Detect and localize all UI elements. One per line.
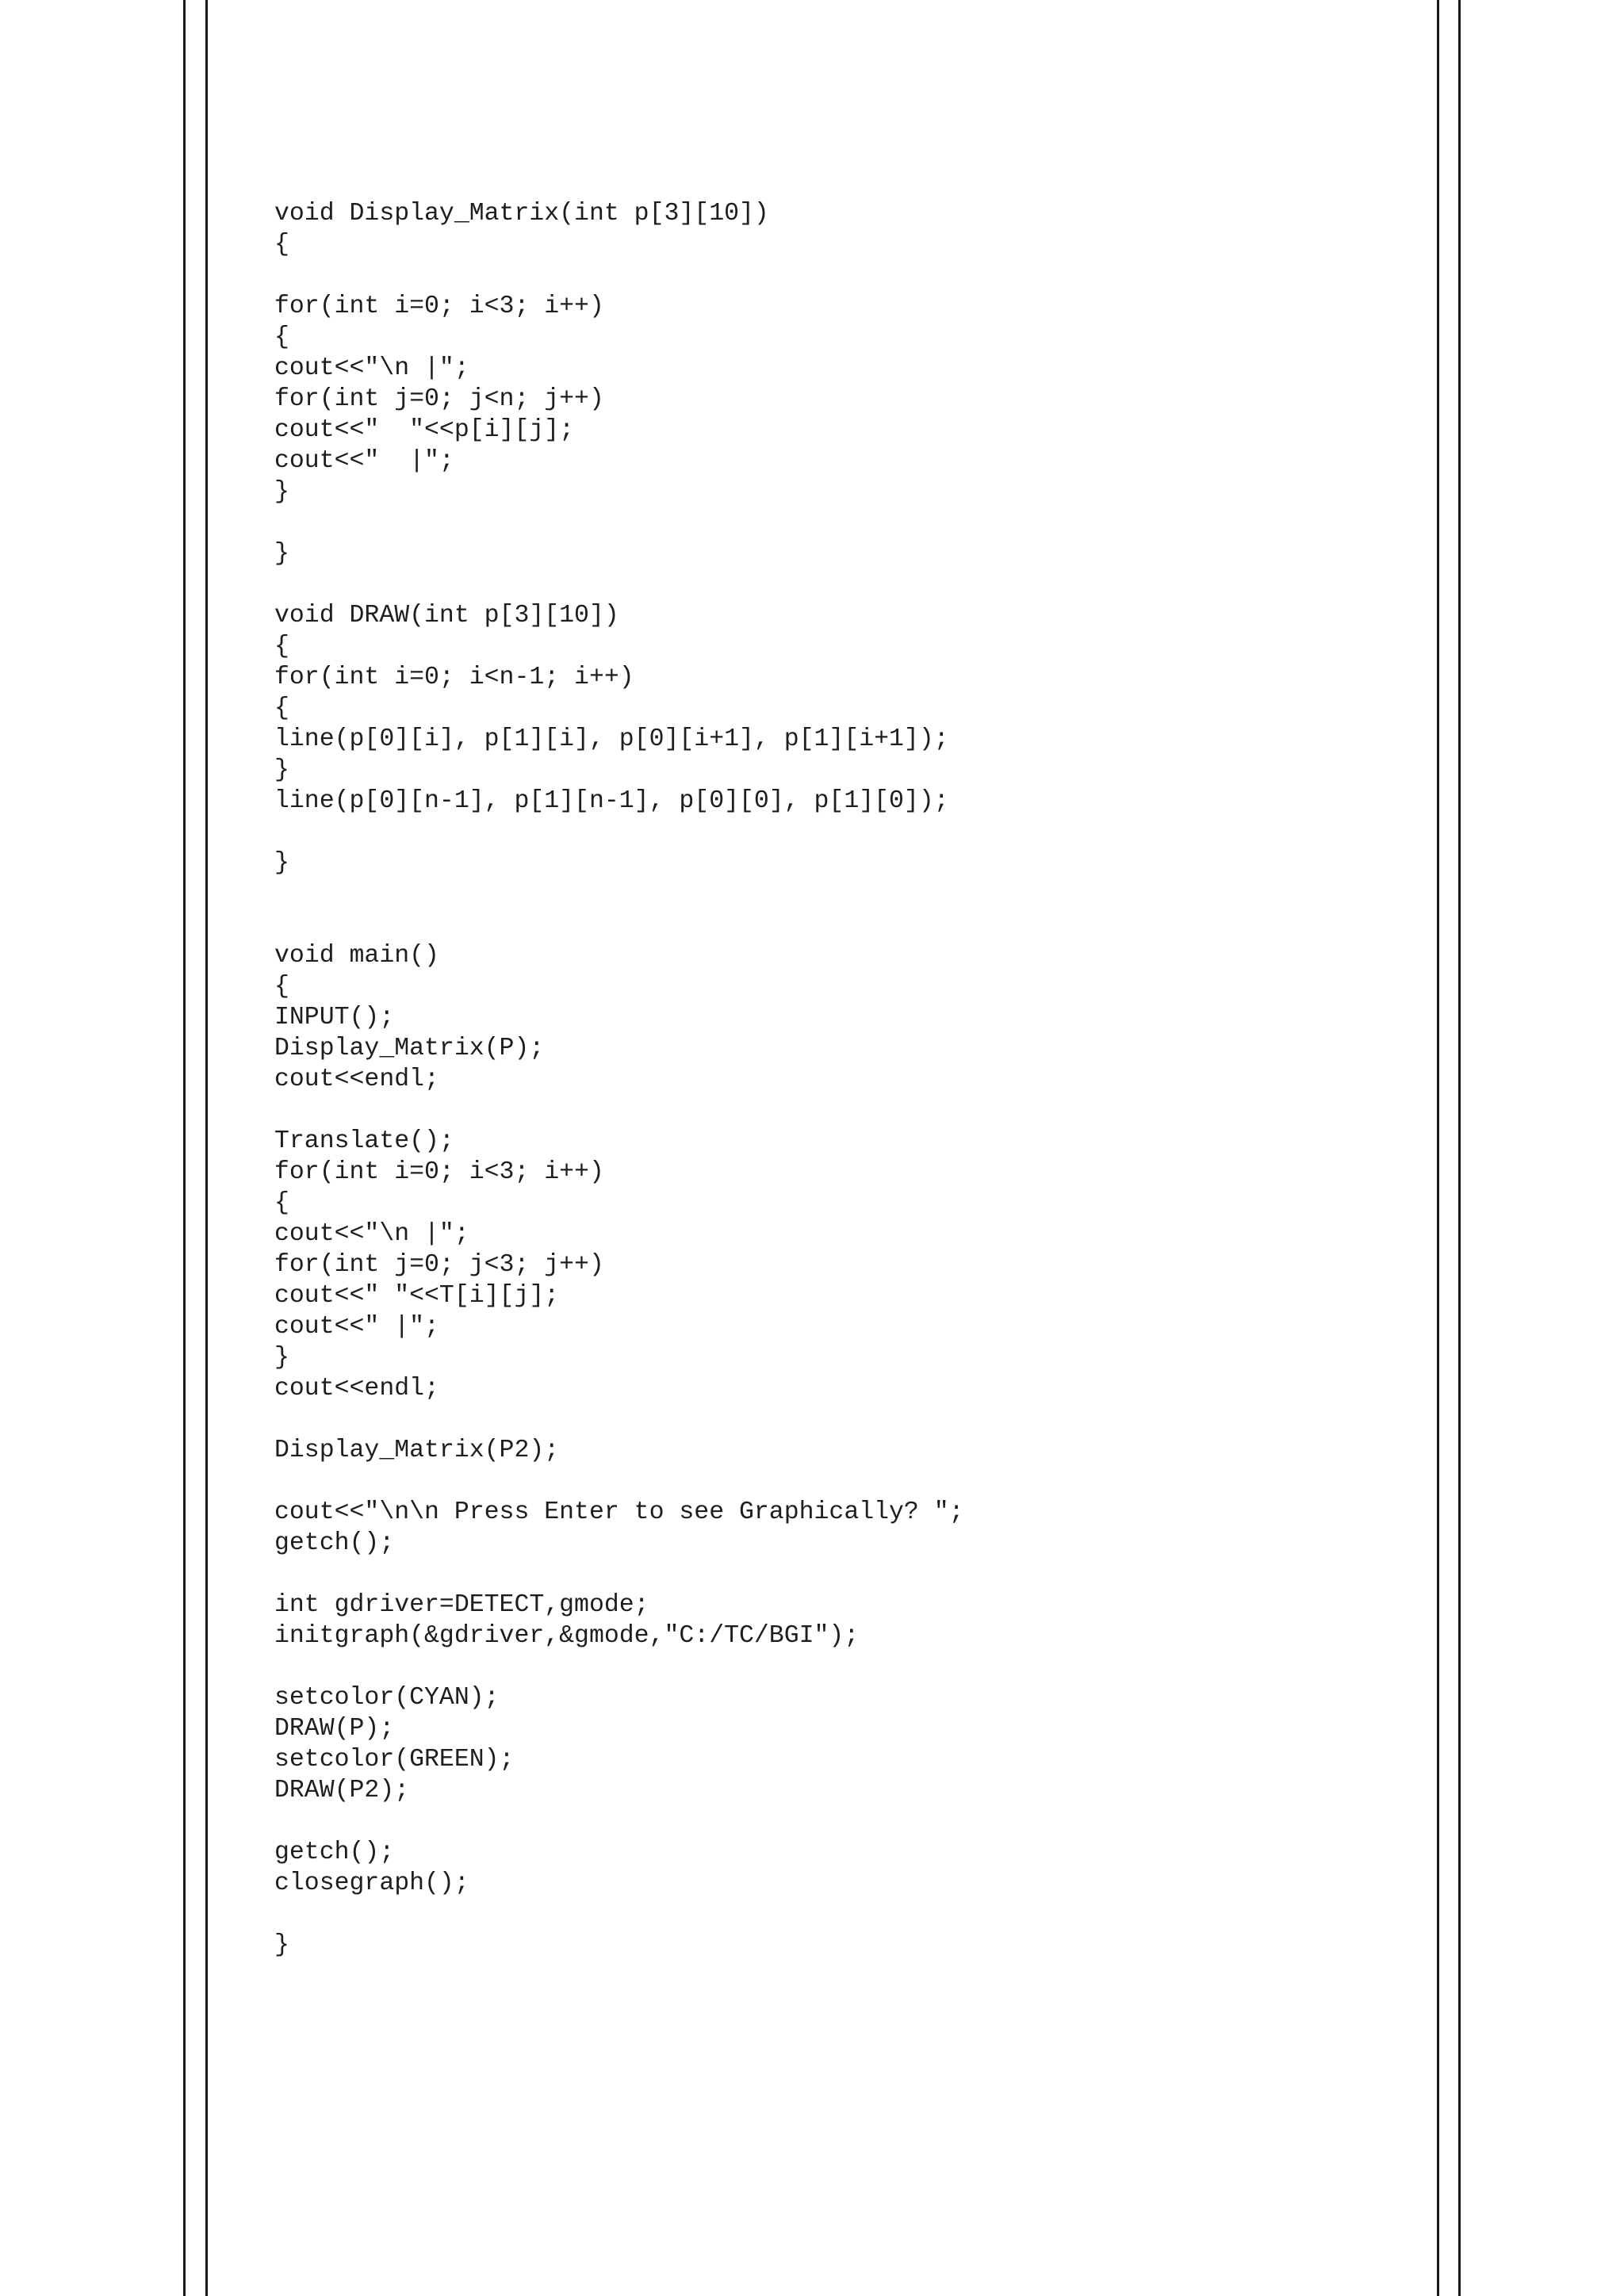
code-line: for(int j=0; j<n; j++) [274,385,604,413]
code-line: { [274,695,289,722]
code-line: { [274,1189,289,1217]
code-line: cout<<endl; [274,1066,439,1093]
code-line: } [274,540,289,568]
code-line: closegraph(); [274,1869,469,1897]
code-line: cout<<" |"; [274,447,454,475]
code-line: Display_Matrix(P2); [274,1437,560,1464]
code-line: Display_Matrix(P); [274,1035,545,1062]
code-line: } [274,756,289,784]
code-line [274,1095,1400,1126]
code-line: line(p[0][i], p[1][i], p[0][i+1], p[1][i+1]); [274,725,949,753]
code-line [274,507,1400,538]
code-line: cout<<" "<<p[i][j]; [274,416,575,444]
code-line: { [274,973,289,1001]
code-line: cout<<" "<<T[i][j]; [274,1282,560,1310]
code-line: getch(); [274,1529,395,1557]
code-line: for(int j=0; j<3; j++) [274,1251,604,1279]
code-line: cout<<"\n |"; [274,1220,469,1248]
code-line: line(p[0][n-1], p[1][n-1], p[0][0], p[1][0]); [274,787,949,815]
code-line: for(int i=0; i<n-1; i++) [274,664,634,691]
code-line: void DRAW(int p[3][10]) [274,602,619,629]
page-border-outer-left [183,0,186,2296]
code-line [274,569,1400,600]
code-line [274,817,1400,848]
code-line: DRAW(P2); [274,1777,410,1804]
code-line: INPUT(); [274,1004,395,1031]
code-line: for(int i=0; i<3; i++) [274,293,604,320]
code-line: void Display_Matrix(int p[3][10]) [274,200,769,228]
code-line [274,1404,1400,1435]
code-listing [274,198,1400,1961]
page-border-outer-right [1458,0,1461,2296]
code-line: cout<<endl; [274,1375,439,1402]
code-line: initgraph(&gdriver,&gmode,"C:/TC/BGI"); [274,1622,860,1650]
page-border-inner-right [1437,0,1439,2296]
code-line [274,1806,1400,1837]
code-line [274,260,1400,291]
code-line: } [274,1344,289,1372]
code-line: cout<<"\n |"; [274,354,469,382]
code-line: } [274,849,289,877]
code-line [274,878,1400,909]
code-line [274,1899,1400,1930]
code-line [274,909,1400,940]
code-line [274,1466,1400,1497]
code-line: } [274,478,289,506]
code-line: setcolor(GREEN); [274,1746,515,1774]
code-line: cout<<" |"; [274,1313,439,1341]
code-line: DRAW(P); [274,1715,395,1743]
code-line: void main() [274,942,439,970]
code-line: cout<<"\n\n Press Enter to see Graphically? "; [274,1498,964,1526]
page-border-inner-left [205,0,208,2296]
code-line: Translate(); [274,1127,454,1155]
code-line: getch(); [274,1839,395,1866]
code-line: { [274,323,289,351]
code-line: setcolor(CYAN); [274,1684,500,1712]
code-line: for(int i=0; i<3; i++) [274,1158,604,1186]
code-line: int gdriver=DETECT,gmode; [274,1591,649,1619]
code-line [274,1651,1400,1682]
code-line [274,1559,1400,1590]
code-line: { [274,231,289,258]
code-line: { [274,633,289,660]
code-line: } [274,1931,289,1959]
